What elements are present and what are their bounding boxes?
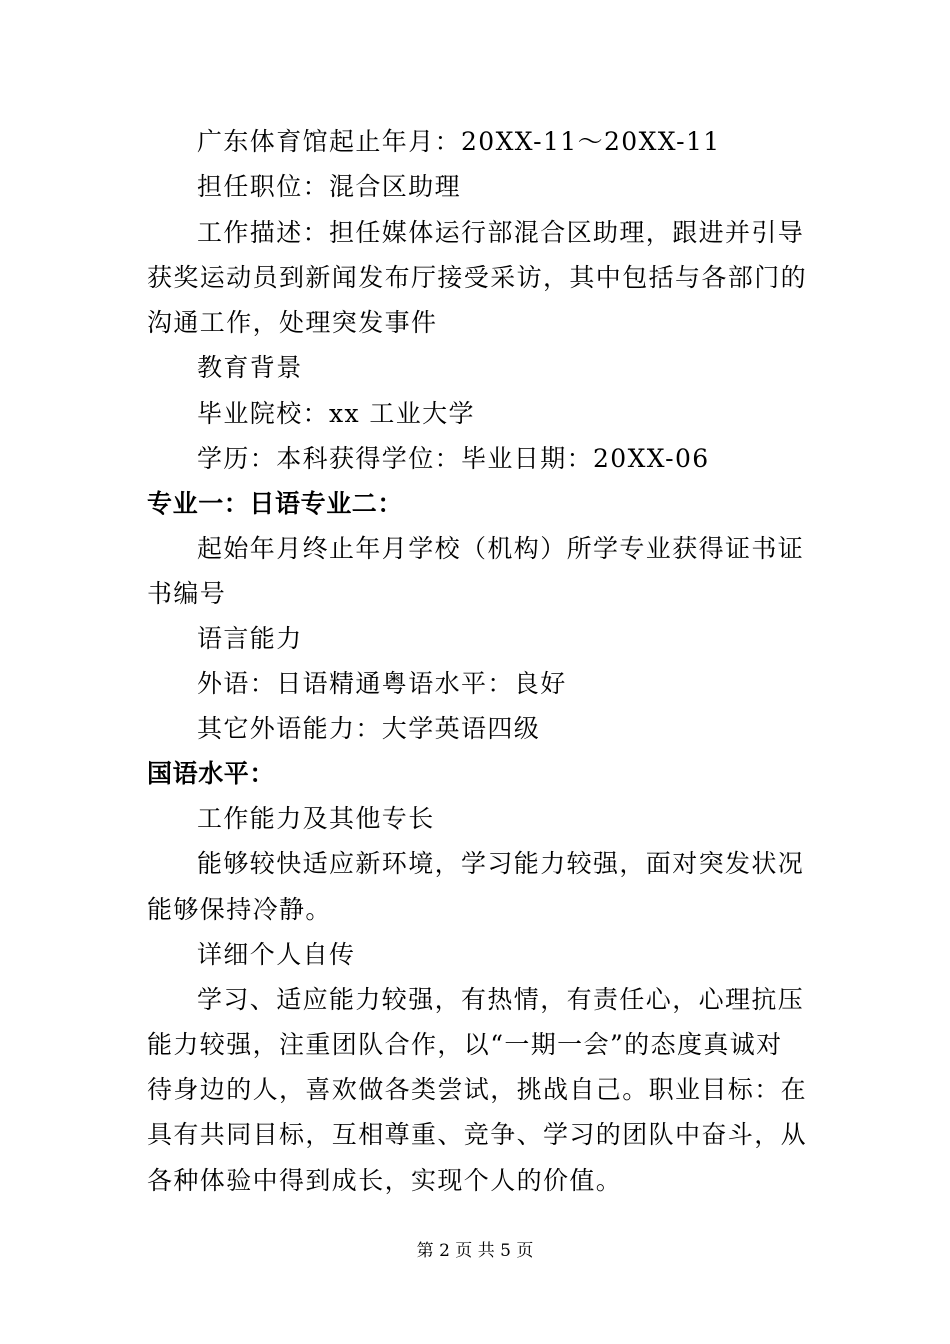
bold-heading: 国语水平： xyxy=(147,759,276,788)
paragraph-line: 各种体验中得到成长，实现个人的价值。 xyxy=(147,1166,623,1195)
section-heading: 教育背景 xyxy=(197,353,303,382)
paragraph-line: 能够较快适应新环境，学习能力较强，面对突发状况 xyxy=(197,849,805,878)
paragraph-line: 工作描述：担任媒体运行部混合区助理，跟进并引导 xyxy=(197,218,805,247)
paragraph-line: 学历：本科获得学位：毕业日期：20XX-06 xyxy=(197,444,710,473)
bold-heading: 专业一：日语专业二： xyxy=(147,489,404,518)
section-heading: 语言能力 xyxy=(197,624,303,653)
paragraph-line: 起始年月终止年月学校（机构）所学专业获得证书证 xyxy=(197,534,805,563)
paragraph-line: 外语：日语精通粤语水平：良好 xyxy=(197,669,567,698)
paragraph-line: 能够保持冷静。 xyxy=(147,895,332,924)
paragraph-line: 担任职位：混合区助理 xyxy=(197,172,462,201)
paragraph-line: 具有共同目标，互相尊重、竞争、学习的团队中奋斗，从 xyxy=(147,1120,808,1149)
paragraph-line: 能力较强，注重团队合作，以“一期一会”的态度真诚对 xyxy=(147,1030,783,1059)
page-footer: 第 2 页 共 5 页 xyxy=(416,1241,534,1261)
paragraph-line: 沟通工作，处理突发事件 xyxy=(147,308,438,337)
paragraph-line: 学习、适应能力较强，有热情，有责任心，心理抗压 xyxy=(197,985,805,1014)
paragraph-line: 待身边的人，喜欢做各类尝试，挑战自己。职业目标：在 xyxy=(147,1075,808,1104)
paragraph-line: 书编号 xyxy=(147,579,227,608)
paragraph-line: 毕业院校：xx 工业大学 xyxy=(197,399,475,428)
paragraph-line: 其它外语能力：大学英语四级 xyxy=(197,714,541,743)
section-heading: 详细个人自传 xyxy=(197,940,356,969)
paragraph-line: 广东体育馆起止年月：20XX-11～20XX-11 xyxy=(197,127,721,156)
section-heading: 工作能力及其他专长 xyxy=(197,804,435,833)
paragraph-line: 获奖运动员到新闻发布厅接受采访，其中包括与各部门的 xyxy=(147,263,808,292)
